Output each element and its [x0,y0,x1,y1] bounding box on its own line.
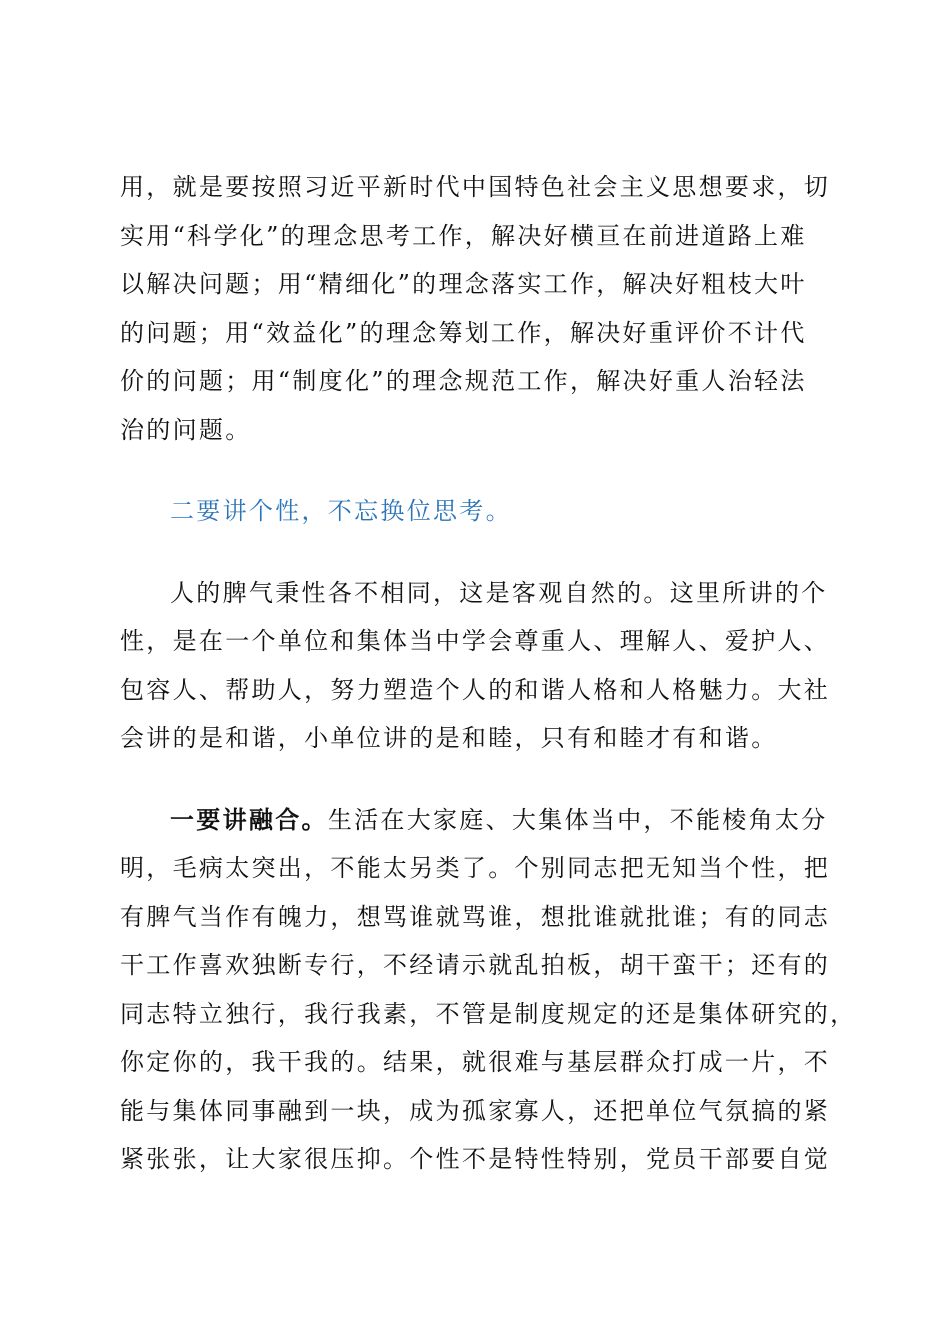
text-line: 实用“科学化”的理念思考工作，解决好横亘在前进道路上难 [120,221,807,250]
text-line: 包容人、帮助人，努力塑造个人的和谐人格和人格魅力。大社 [120,675,831,704]
text-line: 人的脾气秉性各不相同，这是客观自然的。这里所讲的个 [170,578,828,607]
text-line: 紧张张，让大家很压抑。个性不是特性特别，党员干部要自觉 [120,1145,831,1173]
text-line: 性，是在一个单位和集体当中学会尊重人、理解人、爱护人、 [120,627,831,655]
text-line: 同志特立独行，我行我素，不管是制度规定的还是集体研究的， [120,999,857,1028]
text-line: 有脾气当作有魄力，想骂谁就骂谁，想批谁就批谁；有的同志 [120,902,831,931]
section-heading [120,487,832,536]
paragraph-2 [120,569,832,763]
heading-text: 二要讲个性，不忘换位思考。 [170,497,512,525]
paragraph-gap [120,763,832,796]
text-line: 以解决问题；用“精细化”的理念落实工作，解决好粗枝大叶 [120,270,807,298]
bold-lead-text: 一要讲融合。 [170,804,328,834]
text-line: 明，毛病太突出，不能太另类了。个别同志把无知当个性，把 [120,854,831,882]
text-line: 能与集体同事融到一块，成为孤家寡人，还把单位气氛搞的紧 [120,1096,831,1125]
text-line [120,796,832,845]
paragraph-3 [120,796,857,1184]
text-line: 会讲的是和谐，小单位讲的是和睦，只有和睦才有和谐。 [120,724,778,752]
paragraph-gap [120,536,832,569]
text-line: 的问题；用“效益化”的理念筹划工作，解决好重评价不计代 [120,318,807,347]
document-page [120,163,857,1184]
text-line: 用，就是要按照习近平新时代中国特色社会主义思想要求，切 [120,173,831,201]
lead-line-rest: 生活在大家庭、大集体当中，不能棱角太分 [327,805,828,834]
text-line: 干工作喜欢独断专行，不经请示就乱拍板，胡干蛮干；还有的 [120,951,831,979]
paragraph-gap [120,454,832,487]
paragraph-1 [120,163,832,454]
text-line: 你定你的，我干我的。结果，就很难与基层群众打成一片，不 [120,1048,831,1076]
text-line: 治的问题。 [120,415,252,444]
text-line: 价的问题；用“制度化”的理念规范工作，解决好重人治轻法 [120,367,807,395]
